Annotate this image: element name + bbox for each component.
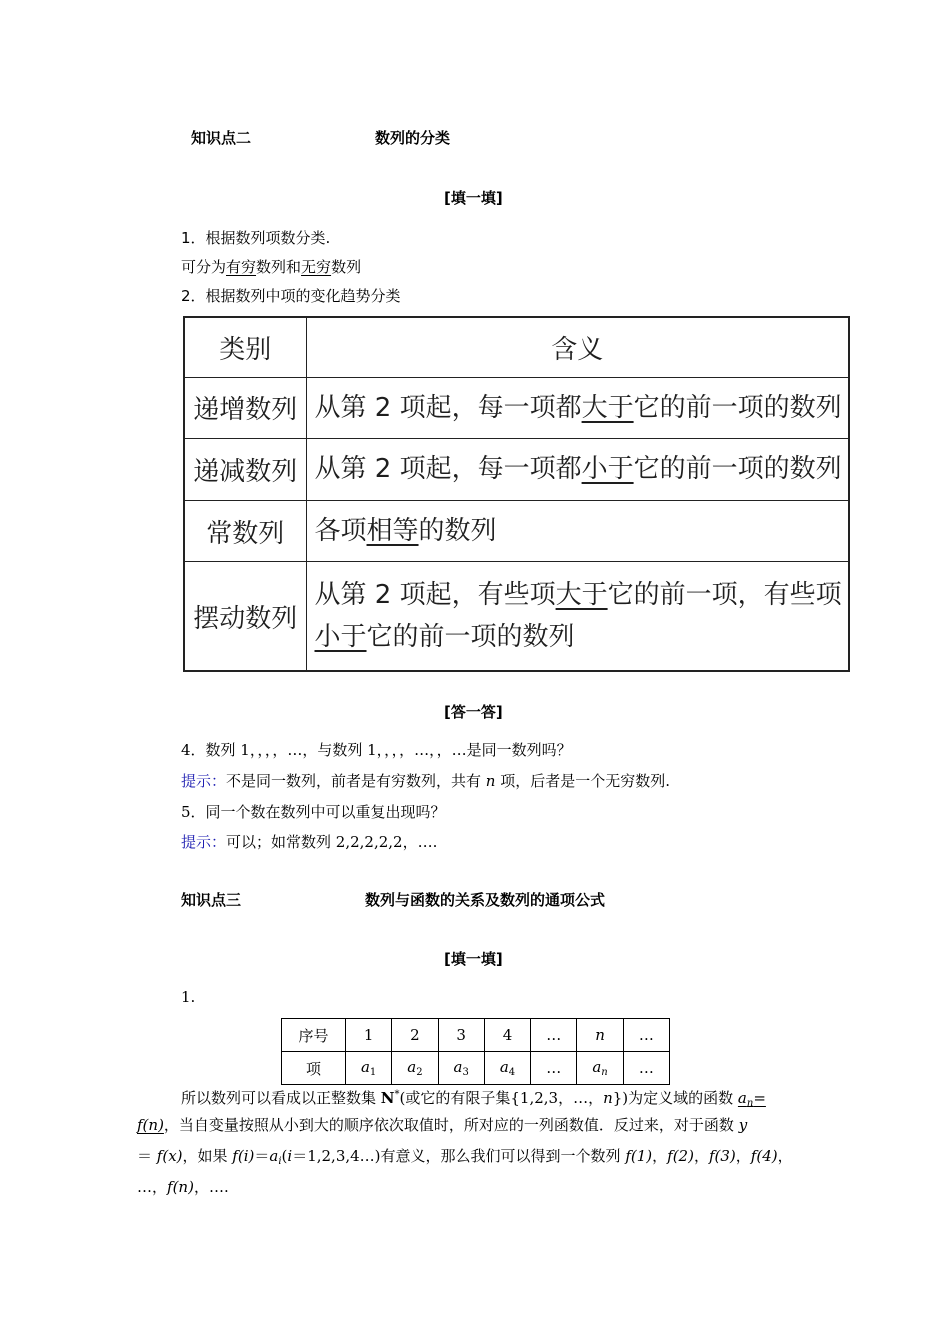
classification-table — [183, 316, 850, 672]
item-number: 1. — [181, 988, 196, 1006]
table-cell: 3 — [438, 1019, 484, 1052]
section-title: 数列的分类 — [375, 129, 451, 147]
table-cell: $a_n$ — [577, 1052, 623, 1085]
section-label: 知识点三 — [181, 891, 242, 909]
table-cell: $a_1$ — [346, 1052, 392, 1085]
table-cell: 从第 2 项起，有些项大于它的前一项，有些项 小于它的前一项的数列 — [306, 562, 849, 671]
table-header: 类别 — [184, 317, 306, 377]
table-row — [282, 1019, 670, 1052]
answer-blank: 有穷 — [226, 258, 257, 276]
table-cell: $a_2$ — [392, 1052, 438, 1085]
table-cell: 递减数列 — [184, 439, 306, 501]
table-cell: 项 — [282, 1052, 346, 1085]
fill-label: [填一填] — [444, 950, 503, 968]
table-cell: 1 — [346, 1019, 392, 1052]
paragraph-line: ＝ f(x)，如果 $f(i)=a_i(i=1,2,3,4\dots)$有意义，那么我们可以得到一个数列 f(1)，f(2)，f(3)，f(4)， — [137, 1147, 793, 1167]
hint-label: 提示： — [181, 772, 227, 790]
table-cell: n — [577, 1019, 623, 1052]
table-cell: 常数列 — [184, 500, 306, 562]
table-header: 含义 — [306, 317, 849, 377]
hint-line: 提示：不是同一数列，前者是有穷数列，共有 n 项，后者是一个无穷数列. — [181, 772, 671, 790]
table-cell: 从第 2 项起，每一项都大于它的前一项的数列 — [306, 377, 849, 439]
table-cell: … — [623, 1019, 669, 1052]
table-cell: 递增数列 — [184, 377, 306, 439]
table-cell: 4 — [484, 1019, 530, 1052]
answer-label: [答一答] — [444, 703, 503, 721]
hint-label: 提示： — [181, 833, 227, 851]
table-cell: $a_3$ — [438, 1052, 484, 1085]
table-cell: … — [531, 1052, 577, 1085]
table-cell: 摆动数列 — [184, 562, 306, 671]
item-title: 2．根据数列中项的变化趋势分类 — [181, 287, 401, 305]
table-cell: … — [623, 1052, 669, 1085]
table-cell: 各项相等的数列 — [306, 500, 849, 562]
table-row — [184, 562, 849, 671]
table-cell: 2 — [392, 1019, 438, 1052]
table-cell: 序号 — [282, 1019, 346, 1052]
section-title: 数列与函数的关系及数列的通项公式 — [365, 891, 606, 909]
paragraph-line: f(n)，当自变量按照从小到大的顺序依次取值时，所对应的一列函数值．反过来，对于函数 y — [137, 1116, 748, 1134]
item-title: 1．根据数列项数分类. — [181, 229, 331, 247]
table-cell: … — [531, 1019, 577, 1052]
sequence-table — [281, 1018, 670, 1085]
question: 4．数列 1，，，，…，与数列 1，，，，…，，…是同一数列吗？ — [181, 741, 572, 759]
table-cell: 从第 2 项起，每一项都小于它的前一项的数列 — [306, 439, 849, 501]
paragraph-line: 所以数列可以看成以正整数集 N*(或它的有限子集{1,2,3，…，n})为定义域的函数 $a_n=$ — [181, 1089, 766, 1109]
table-row — [184, 377, 849, 439]
section-label: 知识点二 — [191, 129, 252, 147]
paragraph-line: …，f(n)，…. — [137, 1178, 229, 1196]
question: 5．同一个数在数列中可以重复出现吗？ — [181, 803, 446, 821]
table-row — [184, 439, 849, 501]
hint-line: 提示：可以；如常数列 2,2,2,2,2，…. — [181, 833, 438, 851]
answer-blank: 无穷 — [301, 258, 332, 276]
table-row — [184, 500, 849, 562]
table-cell: $a_4$ — [484, 1052, 530, 1085]
fill-label: [填一填] — [444, 189, 503, 207]
item-line: 可分为有穷数列和无穷数列 — [181, 258, 362, 276]
